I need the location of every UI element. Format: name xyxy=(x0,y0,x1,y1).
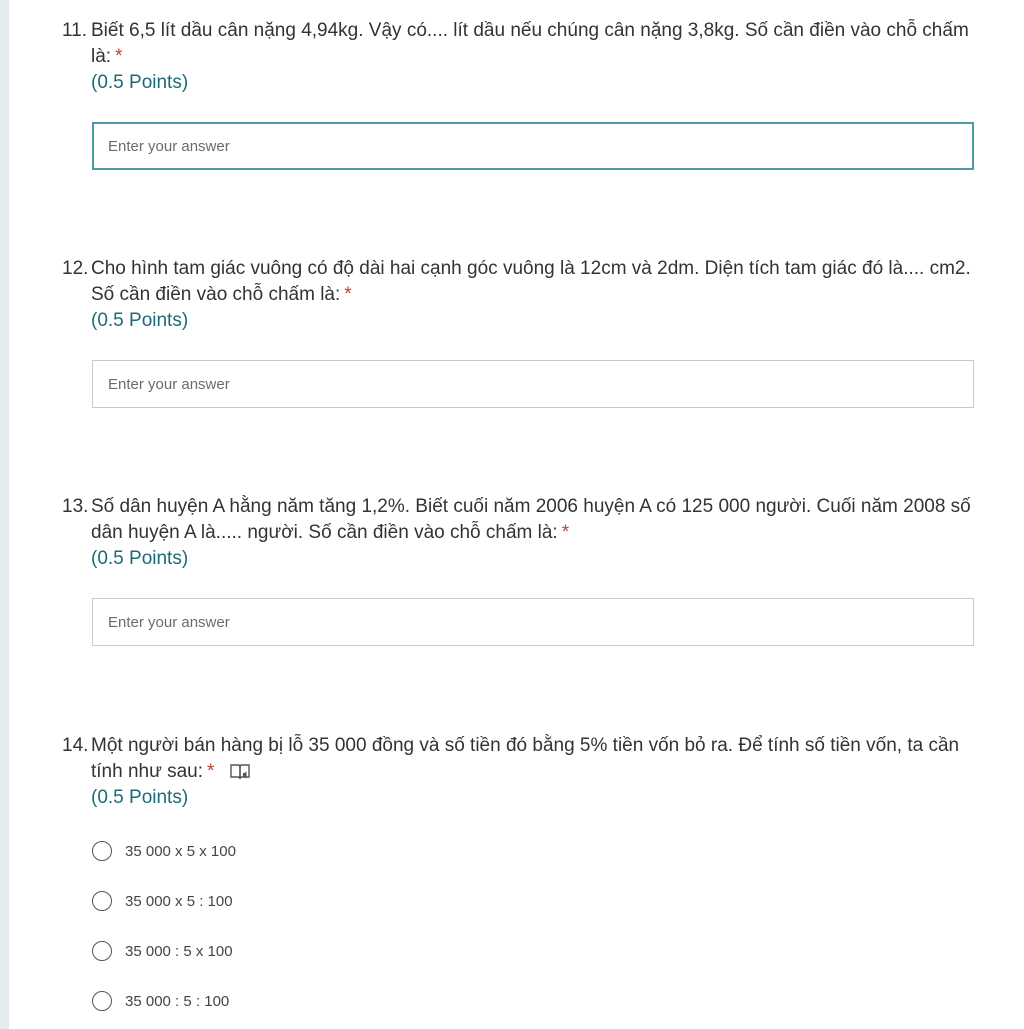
question-title xyxy=(62,256,982,308)
question-points: (0.5 Points) xyxy=(91,72,189,93)
radio-icon[interactable] xyxy=(92,841,112,861)
question-text: Biết 6,5 lít dầu cân nặng 4,94kg. Vậy có.... lít dầu nếu chúng cân nặng 3,8kg. Số cần điền vào chỗ chấm là: xyxy=(91,20,969,67)
option-label: 35 000 : 5 x 100 xyxy=(125,942,233,960)
option-label: 35 000 : 5 : 100 xyxy=(125,992,230,1010)
question-points: (0.5 Points) xyxy=(91,787,189,808)
required-mark: * xyxy=(207,761,215,782)
question-text: Một người bán hàng bị lỗ 35 000 đồng và số tiền đó bằng 5% tiền vốn bỏ ra. Để tính số tiền vốn, ta cần tính như sau: xyxy=(91,735,960,782)
option-label: 35 000 x 5 : 100 xyxy=(125,892,233,910)
question-text-wrap xyxy=(91,256,982,308)
radio-icon[interactable] xyxy=(92,891,112,911)
immersive-reader-icon[interactable] xyxy=(228,762,252,782)
required-mark: * xyxy=(115,46,123,67)
radio-icon[interactable] xyxy=(92,991,112,1011)
question-13 xyxy=(62,494,982,572)
question-title xyxy=(62,494,982,546)
question-title xyxy=(62,18,982,70)
question-11 xyxy=(62,18,982,96)
question-12 xyxy=(62,256,982,334)
question-number: 13. xyxy=(62,496,89,517)
question-text-wrap xyxy=(91,733,982,785)
question-number: 12. xyxy=(62,258,89,279)
question-number: 14. xyxy=(62,735,89,756)
required-mark: * xyxy=(344,284,352,305)
question-text-wrap xyxy=(91,18,982,70)
question-title xyxy=(62,733,982,785)
option-row[interactable] xyxy=(92,989,229,1013)
required-mark: * xyxy=(561,522,570,543)
question-points: (0.5 Points) xyxy=(91,310,189,331)
question-text: Cho hình tam giác vuông có độ dài hai cạnh góc vuông là 12cm và 2dm. Diện tích tam giác đó là.... cm2. Số cần điền vào chỗ chấm là: xyxy=(91,258,971,305)
answer-input-q11[interactable] xyxy=(92,122,974,170)
option-row[interactable] xyxy=(92,939,233,963)
question-text: Số dân huyện A hằng năm tăng 1,2%. Biết cuối năm 2006 huyện A có 125 000 người. Cuối năm 2008 số dân huyện A là..... người. Số cần điền vào chỗ chấm là: xyxy=(91,496,971,543)
answer-input-q12[interactable] xyxy=(92,360,974,408)
answer-input-q13[interactable] xyxy=(92,598,974,646)
option-label: 35 000 x 5 x 100 xyxy=(125,842,236,860)
option-row[interactable] xyxy=(92,839,236,863)
question-14 xyxy=(62,733,982,1010)
question-number: 11. xyxy=(62,20,88,41)
left-rail xyxy=(0,0,9,1029)
question-text-wrap xyxy=(91,494,982,546)
question-points: (0.5 Points) xyxy=(91,548,189,569)
option-row[interactable] xyxy=(92,889,233,913)
radio-icon[interactable] xyxy=(92,941,112,961)
